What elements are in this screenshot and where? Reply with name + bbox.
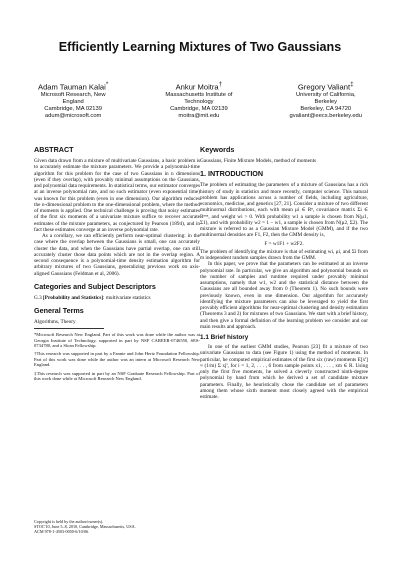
right-column	[200, 146, 368, 400]
author-email: moitra@mit.edu	[178, 112, 220, 119]
introduction-paragraph: The problem of identifying the mixture is that of estimating wi, μi, and Σi from m independent random samples drawn from the GMM.	[200, 248, 368, 261]
footnote-rule	[34, 328, 104, 329]
copyright-line: STOC'10, June 5–8, 2010, Cambridge, Massachusetts, USA.	[34, 524, 136, 529]
author-affiliation: Microsoft Research, New	[40, 91, 106, 98]
author-address: Cambridge, MA 02139	[170, 105, 228, 112]
general-terms-text: Algorithms, Theory	[34, 319, 76, 325]
author-affiliation: England	[62, 98, 84, 105]
author-address: Cambridge, MA 02139	[44, 105, 102, 112]
author-affiliation: Technology	[184, 98, 214, 105]
abstract-paragraph: Given data drawn from a mixture of multivariate Gaussians, a basic problem is to accurately estimate the mixture parameters. We provide a polynomial-time algorithm for this problem for the case of two Gaussians in n dimensions (even if they overlap), with provably minimal assumptions on the Gaussians, and polynomial data requirements. In statistical terms, our estimator converges at an inverse polynomial rate, and no such estimator (even exponential time) was known for this problem (even in one dimension). Our algorithm reduces the n-dimensional problem to the one-dimensional problem, where the method of moments is applied. One technical challenge is proving that noisy estimates of the first six moments of a univariate mixture suffice to recover accurate estimates of the mixture parameters, as conjectured by Pearson (1894), and in fact these estimates converge at an inverse polynomial rate.	[34, 158, 200, 233]
author-address: Berkeley, CA 94720	[300, 105, 352, 112]
abstract-paragraph: As a corollary, we can efficiently perform near-optimal clustering: in the case where the overlap between the Gaussians is small, one can accurately cluster the data, and when the Gaussians have partial overlap, one can still accurately cluster those data points which are not in the overlap region. A second consequence is a polynomial-time density estimation algorithm for arbitrary mixtures of two Gaussians, generalizing previous work on axis-aligned Gaussians (Feldman et al, 2006).	[34, 233, 200, 277]
brief-history-paragraph: In one of the earliest GMM studies, Pearson [23] fit a mixture of two univariate Gaussians to data (see Figure 1) using the method of moments. In particular, he computed empirical estimates of the first six (raw) moments E[xⁱ] ≈ (1/m) Σ xjⁱ, for i = 1, 2, . . . , 6 from sample points x1, . . . , xm ∈ R. Using only the first five moments, he solved a cleverly constructed ninth-degree polynomial by hand from which he derived a set of candidate mixture parameters. Finally, he heuristically chose the candidate set of parameters among them whose sixth moment most closely agreed with the empirical estimate.	[200, 344, 368, 400]
footnote: †This research was supported in part by a Fannie and John Hertz Foundation Fellowship. Part of this work was done while the author was an intern at Microsoft Research New England.	[34, 351, 200, 368]
paper-title: Efficiently Learning Mixtures of Two Gaussians	[58, 40, 342, 54]
author-name: Gregory Valiant	[297, 82, 351, 92]
author-email: adum@microsoft.com	[44, 112, 102, 119]
copyright-notice	[34, 519, 194, 534]
author-marker: *	[105, 81, 109, 88]
author-email: gvaliant@eecs.berkeley.edu	[289, 112, 362, 119]
author-3	[290, 80, 362, 120]
author-marker: ‡	[350, 81, 354, 88]
author-block	[38, 80, 362, 120]
general-terms-heading: General Terms	[34, 306, 84, 315]
introduction-paragraph: In this paper, we prove that the parameters can be estimated at an inverse polynomial rate. In particular, we give an algorithm and polynomial bounds on the number of samples and runtime required under provably minimal assumptions, namely that w1, w2 and the statistical distance between the Gaussians are all bounded away from 0 (Theorem 1). No such bounds were previously known, even in one dimension. Our algorithm for accurately identifying the mixture parameters can also be leveraged to yield the first provably efficient algorithms for near-optimal clustering and density estimation (Theorems 3 and 2) for mixtures of two Gaussians. We start with a brief history, and then give a formal definition of the learning problem we consider and our main results and approach.	[200, 261, 368, 330]
copyright-line: ACM 978-1-4503-0050-6/10/06.	[34, 529, 90, 534]
author-marker: †	[218, 81, 223, 88]
author-affiliation: University of California,	[295, 91, 356, 98]
author-2	[165, 80, 232, 120]
categories-heading: Categories and Subject Descriptors	[34, 281, 156, 291]
keywords-heading: Keywords	[200, 145, 235, 154]
author-affiliation: Berkeley	[314, 98, 338, 105]
left-column	[34, 146, 200, 382]
author-affiliation: Massachusetts Institute of	[165, 91, 233, 98]
brief-history-heading: 1.1 Brief history	[200, 334, 249, 341]
author-name: Ankur Moitra	[175, 82, 219, 92]
footnote: ‡This research was supported in part by an NSF Graduate Research Fellowship. Part of this work done while at Microsoft Research New England.	[34, 370, 200, 382]
category-detail: : multivariate statistics	[103, 294, 151, 301]
keywords-text: Gaussians, Finite Mixture Models, method of moments	[200, 158, 317, 164]
introduction-paragraph: The problem of estimating the parameters of a mixture of Gaussians has a rich history of study in statistics and more recently, computer science. This natural problem has applications across a number of fields, including agriculture, economics, medicine, and genetics [27, 21]. Consider a mixture of two different multinormal distributions, each with mean μi ∈ Rⁿ, covariance matrix Σi ∈ Rⁿˣⁿ, and weight wi > 0. With probability w1 a sample is chosen from N(μ1, Σ1), and with probability w2 = 1 − w1, a sample is chosen from N(μ2, Σ2). The mixture is referred to as a Gaussian Mixture Model (GMM), and if the two multinormal densities are F1, F2, then the GMM density is,	[200, 182, 368, 239]
category-name: [Probability and Statistics]	[43, 294, 104, 301]
author-name: Adam Tauman Kalai	[38, 82, 106, 92]
introduction-heading: 1. INTRODUCTION	[200, 169, 264, 179]
category-code: G.3	[34, 294, 44, 301]
copyright-line: Copyright is held by the author/owner(s).	[34, 519, 104, 524]
mixture-formula: F = w1F1 + w2F2.	[264, 240, 304, 247]
author-1	[38, 80, 108, 120]
footnote: *Microsoft Research New England. Part of this work was done while the author was at Georgia Institute of Technology, supported in part by NSF CAREER-0746550, SES-0734780, and a Sloan Fellowship.	[34, 332, 200, 349]
abstract-heading: ABSTRACT	[34, 145, 74, 154]
